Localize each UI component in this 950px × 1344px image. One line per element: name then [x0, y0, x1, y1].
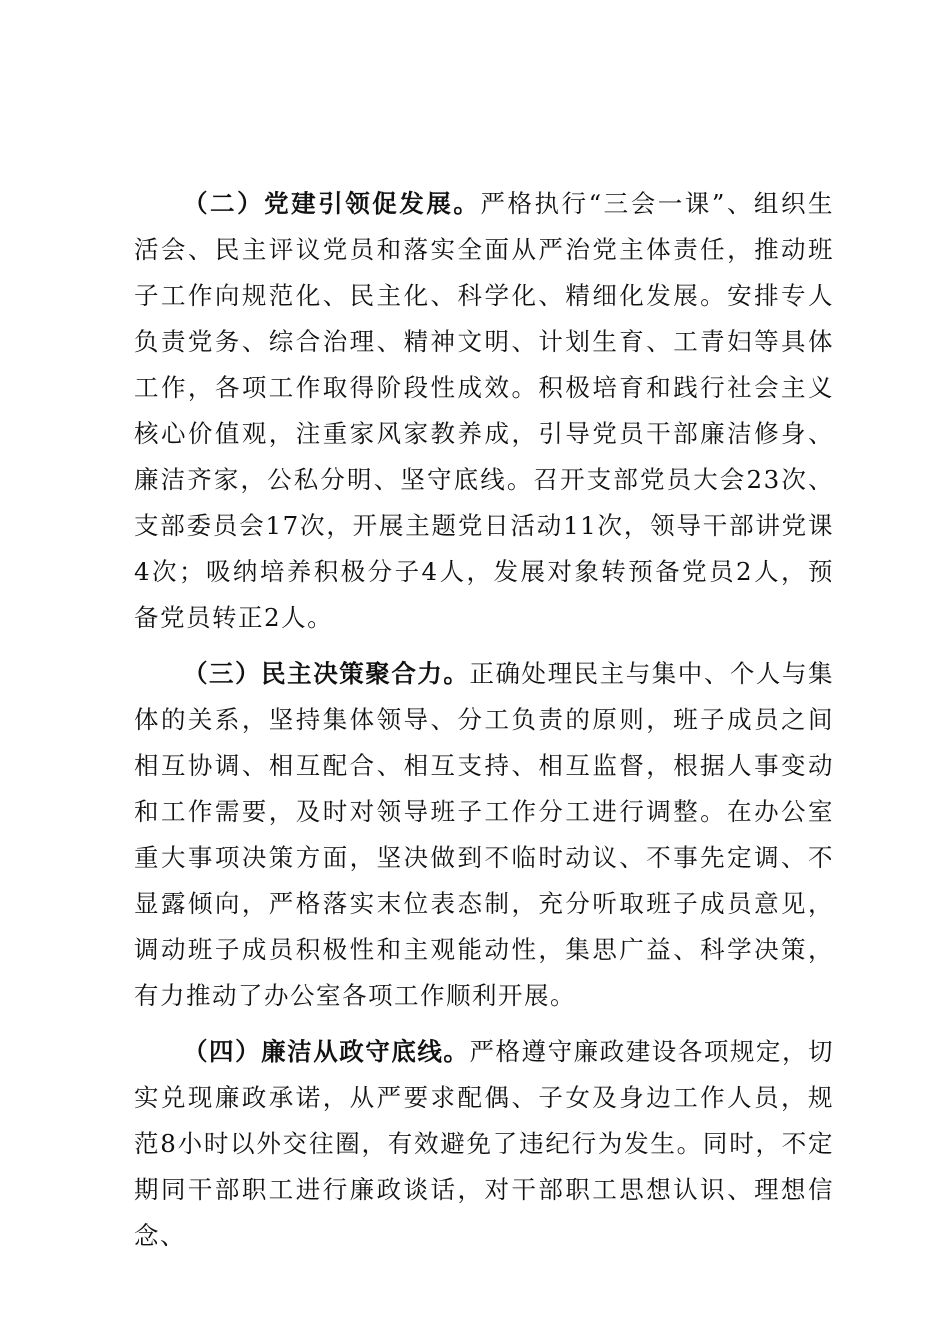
paragraph-heading: （二）党建引领促发展。: [183, 189, 481, 218]
paragraph-heading: （三）民主决策聚合力。: [183, 659, 470, 688]
paragraph-party-building: [134, 181, 834, 641]
paragraph-text: 严格执行“三会一课”、组织生活会、民主评议党员和落实全面从严治党主体责任，推动班子工作向规范化、民主化、科学化、精细化发展。安排专人负责党务、综合治理、精神文明、计划生育、工青妇等具体工作，各项工作取得阶段性成效。积极培育和践行社会主义核心价值观，注重家风家教养成，引导党员干部廉洁修身、廉洁齐家，公私分明、坚守底线。召开支部党员大会23次、支部委员会17次，开展主题党日活动11次，领导干部讲党课4次；吸纳培养积极分子4人，发展对象转预备党员2人，预备党员转正2人。: [134, 189, 834, 632]
paragraph-text: 严格遵守廉政建设各项规定，切实兑现廉政承诺，从严要求配偶、子女及身边工作人员，规范8小时以外交往圈，有效避免了违纪行为发生。同时，不定期同干部职工进行廉政谈话，对干部职工思想认识、理想信念、: [134, 1037, 835, 1250]
paragraph-heading: （四）廉洁从政守底线。: [183, 1037, 470, 1066]
paragraph-text: 正确处理民主与集中、个人与集体的关系，坚持集体领导、分工负责的原则，班子成员之间相互协调、相互配合、相互支持、相互监督，根据人事变动和工作需要，及时对领导班子工作分工进行调整。在办公室重大事项决策方面，坚决做到不临时动议、不事先定调、不显露倾向，严格落实末位表态制，充分听取班子成员意见，调动班子成员积极性和主观能动性，集思广益、科学决策，有力推动了办公室各项工作顺利开展。: [134, 659, 835, 1010]
paragraph-integrity: [134, 1029, 834, 1259]
document-body: [134, 181, 834, 1269]
paragraph-democratic-decision: [134, 651, 834, 1019]
